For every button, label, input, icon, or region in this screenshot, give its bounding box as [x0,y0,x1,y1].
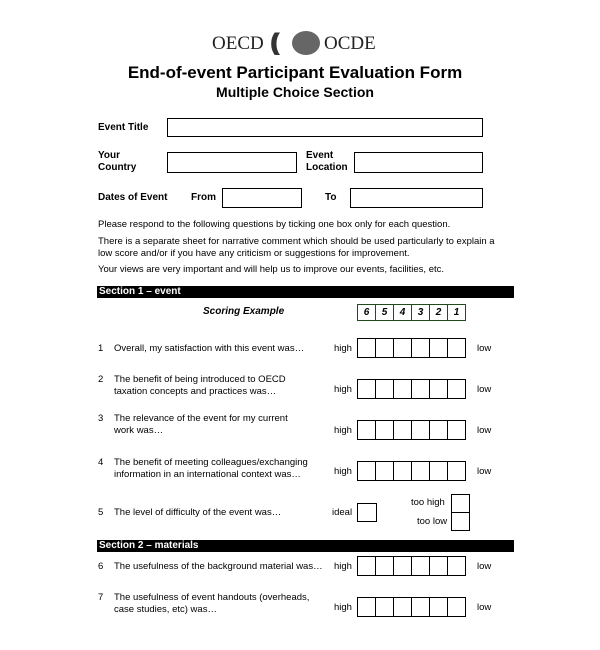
to-date-input[interactable] [350,188,483,208]
rating-box[interactable] [411,556,430,576]
form-subtitle: Multiple Choice Section [216,84,374,100]
rating-box[interactable] [429,420,448,440]
q4-text-1: The benefit of meeting colleagues/exchanging [114,457,308,468]
q3-number: 3 [98,413,104,424]
q6-number: 6 [98,561,104,572]
from-date-input[interactable] [222,188,302,208]
scoring-example-scale [357,304,466,321]
q5-number: 5 [98,507,104,518]
q4-number: 4 [98,457,104,468]
score-3: 3 [411,304,430,321]
dates-label: Dates of Event [98,192,168,203]
q6-rating-boxes [357,556,466,576]
q5-too-low-label: too low [417,516,448,527]
instruction-4: Your views are very important and will help us to improve our events, facilities, etc. [98,264,445,275]
rating-box[interactable] [393,556,412,576]
q7-high: high [334,602,352,613]
rating-box[interactable] [429,597,448,617]
rating-box[interactable] [411,379,430,399]
country-input[interactable] [167,152,297,173]
rating-box[interactable] [411,420,430,440]
q3-low: low [477,425,492,436]
q3-text-1: The relevance of the event for my current [114,413,288,424]
rating-box[interactable] [357,379,376,399]
q4-text-2: information in an international context was… [114,469,301,480]
q7-low: low [477,602,492,613]
rating-box[interactable] [357,420,376,440]
rating-box[interactable] [429,338,448,358]
score-6: 6 [357,304,376,321]
rating-box[interactable] [447,461,466,481]
q1-high: high [334,343,352,354]
form-title: End-of-event Participant Evaluation Form [127,63,463,82]
q4-low: low [477,466,492,477]
q2-text-2: taxation concepts and practices was… [114,386,277,397]
rating-box[interactable] [375,597,394,617]
q3-high: high [334,425,352,436]
q1-text: Overall, my satisfaction with this event was… [114,343,305,354]
q2-high: high [334,384,352,395]
rating-box[interactable] [375,420,394,440]
q2-low: low [477,384,492,395]
q1-rating-boxes [357,338,466,358]
instruction-1: Please respond to the following questions by ticking one box only for each question. [98,219,451,230]
rating-box[interactable] [447,338,466,358]
score-4: 4 [393,304,412,321]
q7-text-1: The usefulness of event handouts (overheads, [114,592,310,603]
rating-box[interactable] [429,379,448,399]
rating-box[interactable] [357,338,376,358]
event-title-label: Event Title [98,122,149,133]
q7-number: 7 [98,592,104,603]
logo-chevrons-icon: (( [270,29,274,56]
rating-box[interactable] [411,461,430,481]
event-location-label: Event Location [306,150,348,173]
q5-ideal-label: ideal [332,507,353,518]
rating-box[interactable] [375,379,394,399]
q5-text: The level of difficulty of the event was… [114,507,282,518]
q5-too-high-label: too high [411,497,445,508]
rating-box[interactable] [393,379,412,399]
rating-box[interactable] [375,338,394,358]
rating-box[interactable] [357,597,376,617]
q3-text-2: work was… [114,425,164,436]
q2-rating-boxes [357,379,466,399]
rating-box[interactable] [393,597,412,617]
q4-rating-boxes [357,461,466,481]
score-2: 2 [429,304,448,321]
section-1-header: Section 1 – event [97,286,514,298]
q1-number: 1 [98,343,104,354]
rating-box[interactable] [375,461,394,481]
q6-high: high [334,561,352,572]
rating-box[interactable] [357,461,376,481]
q2-number: 2 [98,374,104,385]
q5-ideal-box[interactable] [357,503,377,522]
rating-box[interactable] [447,420,466,440]
q5-too-high-box[interactable] [451,494,470,513]
rating-box[interactable] [393,338,412,358]
rating-box[interactable] [393,420,412,440]
instruction-2: There is a separate sheet for narrative comment which should be used particularly to explain a [98,236,495,247]
instruction-3: low score and/or if you have any criticism or suggestions for improvement. [98,248,410,259]
country-label: Your Country [98,150,137,173]
rating-box[interactable] [447,556,466,576]
q6-low: low [477,561,492,572]
event-location-input[interactable] [354,152,483,173]
rating-box[interactable] [429,461,448,481]
logo-oecd: OECD [212,33,264,54]
rating-box[interactable] [357,556,376,576]
from-label: From [191,192,216,203]
rating-box[interactable] [393,461,412,481]
score-5: 5 [375,304,394,321]
logo-ocde: OCDE [324,33,376,54]
event-title-input[interactable] [167,118,483,137]
q7-text-2: case studies, etc) was… [114,604,217,615]
to-label: To [325,192,337,203]
rating-box[interactable] [447,597,466,617]
q3-rating-boxes [357,420,466,440]
score-1: 1 [447,304,466,321]
rating-box[interactable] [447,379,466,399]
q5-too-low-box[interactable] [451,512,470,531]
q1-low: low [477,343,492,354]
q2-text-1: The benefit of being introduced to OECD [114,374,286,385]
q6-text: The usefulness of the background material was… [114,561,323,572]
rating-box[interactable] [411,338,430,358]
rating-box[interactable] [429,556,448,576]
logo-globe-icon [292,31,320,55]
q7-rating-boxes [357,597,466,617]
rating-box[interactable] [375,556,394,576]
section-2-header: Section 2 – materials [97,540,514,552]
scoring-example-label: Scoring Example [203,306,285,317]
q4-high: high [334,466,352,477]
rating-box[interactable] [411,597,430,617]
